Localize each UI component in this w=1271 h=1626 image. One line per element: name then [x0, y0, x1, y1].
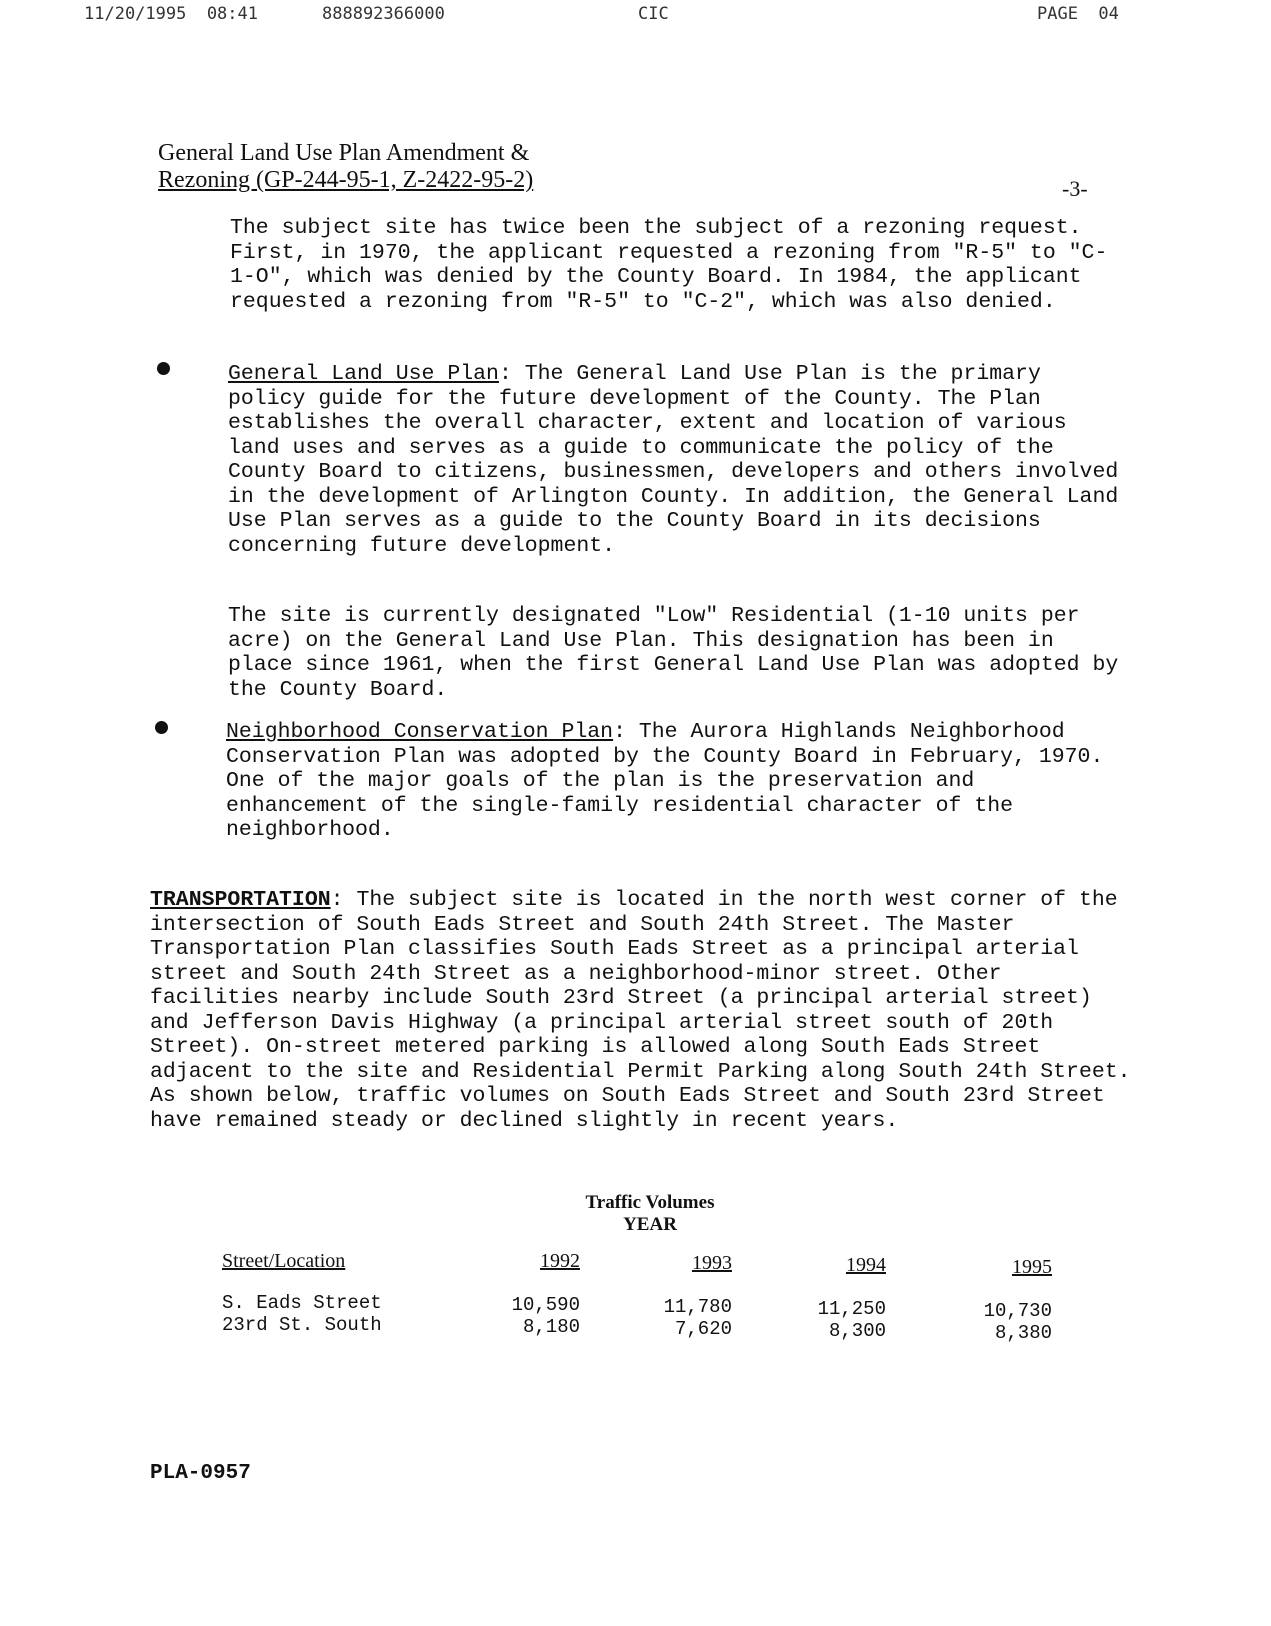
table-cell-location: S. Eads Street [222, 1292, 382, 1314]
glup-designation-paragraph: The site is currently designated "Low" Residential (1-10 units per acre) on the General Land Use Plan. This designation has been in place since 1961, when the first General Land Use Plan was adopted by the County Board. [228, 604, 1119, 702]
title-line-1: General Land Use Plan Amendment & [158, 140, 530, 166]
table-cell-location: 23rd St. South [222, 1314, 382, 1336]
table-cell-value: 8,380 [994, 1322, 1052, 1344]
ncp-text: : The Aurora Highlands Neighborhood Conservation Plan was adopted by the County Board in February, 1970. One of the major goals of the plan is the preservation and enhancement of the single-family residential character of the neighborhood. [226, 720, 1104, 842]
glup-heading: General Land Use Plan [228, 362, 499, 386]
fax-page-label: PAGE 04 [1037, 4, 1119, 24]
title-line-2: Rezoning (GP-244-95-1, Z-2422-95-2) [158, 167, 534, 193]
page-number: -3- [1062, 176, 1088, 201]
transportation-paragraph [150, 888, 1140, 1133]
table-cell-value: 8,300 [828, 1320, 886, 1342]
transportation-text: : The subject site is located in the north west corner of the intersection of South Eads Street and South 24th Street. The Master Transportation Plan classifies South Eads Street as a principal arterial street and South 24th Street as a neighborhood-minor street. Other facilities nearby include South 23rd Street (a principal arterial street) and Jefferson Davis Highway (a principal arterial street south of 20th Street). On-street metered parking is allowed along South Eads Street adjacent to the site and Residential Permit Parking along South 24th Street. As shown below, traffic volumes on South Eads Street and South 23rd Street have remained steady or declined slightly in recent years. [150, 888, 1131, 1133]
table-cell-value: 11,250 [817, 1298, 886, 1320]
glup-text: : The General Land Use Plan is the primary policy guide for the future development of the County. The Plan establishes the overall character, extent and location of various land uses and serves as a guide to communicate the policy of the County Board to citizens, businessmen, developers and others involved in the development of Arlington County. In addition, the General Land Use Plan serves as a guide to the County Board in its decisions concerning future development. [228, 362, 1119, 558]
table-cell-value: 10,730 [983, 1300, 1052, 1322]
document-title [158, 140, 533, 194]
transportation-heading: TRANSPORTATION [150, 888, 331, 912]
table-cell-value: 8,180 [522, 1316, 580, 1338]
fax-phone: 888892366000 [322, 4, 445, 24]
table-cell-value: 11,780 [663, 1296, 732, 1318]
bullet-icon [155, 721, 168, 734]
intro-paragraph: The subject site has twice been the subject of a rezoning request. First, in 1970, the applicant requested a rezoning from "R-5" to "C-1-O", which was denied by the County Board. In 1984, the applicant requested a rezoning from "R-5" to "C-2", which was also denied. [230, 216, 1108, 314]
table-cell-value: 7,620 [674, 1318, 732, 1340]
table-title: Traffic Volumes [585, 1192, 715, 1213]
table-header-year: 1995 [1012, 1256, 1052, 1278]
table-header-location: Street/Location [222, 1250, 346, 1272]
ncp-heading: Neighborhood Conservation Plan [226, 720, 614, 744]
table-header-year: 1994 [846, 1254, 886, 1276]
table-header-year: 1993 [692, 1252, 732, 1274]
fax-date-time: 11/20/1995 08:41 [84, 4, 258, 24]
document-code: PLA-0957 [150, 1462, 251, 1485]
ncp-paragraph [226, 720, 1126, 843]
table-subtitle: YEAR [623, 1214, 677, 1235]
table-header-year: 1992 [540, 1250, 580, 1272]
fax-header [0, 4, 1271, 28]
bullet-icon [157, 362, 170, 375]
glup-paragraph [228, 362, 1128, 558]
fax-sender: CIC [638, 4, 669, 24]
table-cell-value: 10,590 [511, 1294, 580, 1316]
